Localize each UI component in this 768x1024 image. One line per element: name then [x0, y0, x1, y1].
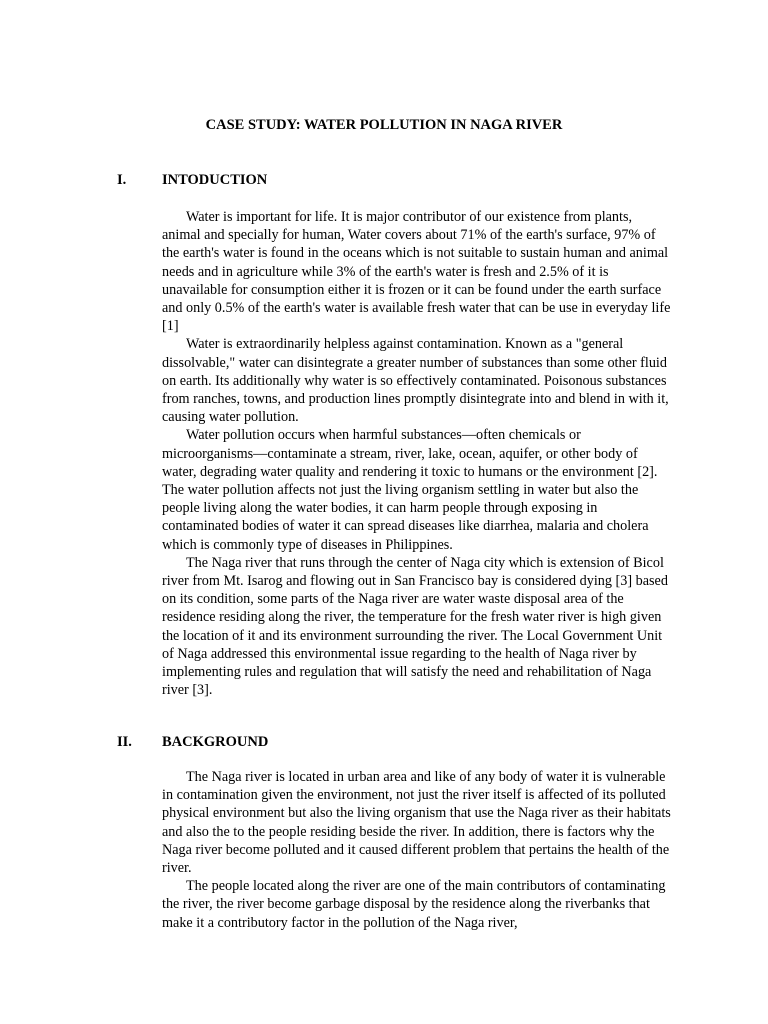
document-title: CASE STUDY: WATER POLLUTION IN NAGA RIVER — [205, 117, 563, 133]
section-title: INTODUCTION — [162, 172, 268, 188]
section-heading-introduction — [117, 171, 267, 189]
section-body-introduction — [162, 208, 674, 699]
section-number: II. — [117, 734, 132, 750]
paragraph: Water is important for life. It is major contributor of our existence from plants, animal and specially for human, Water covers about 71% of the earth's surface, 97% of the earth's water is found in the oceans which is not suitable to sustain human and animal needs and in agriculture while 3% of the earth's water is fresh and 2.5% of it is unavailable for consumption either it is frozen or it can be found under the earth surface and only 0.5% of the earth's water is available fresh water that can be use in everyday life [1] — [162, 209, 671, 335]
section-heading-background — [117, 733, 268, 751]
section-number: I. — [117, 172, 127, 188]
section-body-background — [162, 768, 674, 932]
paragraph: The people located along the river are one of the main contributors of contaminating the river, the river become garbage disposal by the residence along the riverbanks that make it a contributory factor in the pollution of the Naga river, — [162, 878, 666, 931]
paragraph: The Naga river that runs through the center of Naga city which is extension of Bicol river from Mt. Isarog and flowing out in San Francisco bay is considered dying [3] based on its condition, some parts of the Naga river are water waste disposal area of the residence residing along the river, the temperature for the fresh water river is high given the location of it and its environment surrounding the river. The Local Government Unit of Naga addressed this environmental issue regarding to the health of Naga river by implementing rules and regulation that will satisfy the need and rehabilitation of Naga river [3]. — [162, 554, 668, 699]
section-title: BACKGROUND — [162, 734, 269, 750]
paragraph: The Naga river is located in urban area and like of any body of water it is vulnerable in contamination given the environment, not just the river itself is affected of its polluted physical environment but also the living organism that use the Naga river as their habitats and also the to the people residing beside the river. In addition, there is factors why the Naga river become polluted and it caused different problem that pertains the health of the river. — [162, 769, 671, 877]
paragraph: Water pollution occurs when harmful substances—often chemicals or microorganisms—contaminate a stream, river, lake, ocean, aquifer, or other body of water, degrading water quality and rendering it toxic to humans or the environment [2]. The water pollution affects not just the living organism settling in water but also the people living along the water bodies, it can harm people through exposing in contaminated bodies of water it can spread diseases like diarrhea, malaria and cholera which is commonly type of diseases in Philippines. — [162, 427, 658, 553]
paragraph: Water is extraordinarily helpless against contamination. Known as a "general dissolvable," water can disintegrate a greater number of substances than some other fluid on earth. Its additionally why water is so effectively contaminated. Poisonous substances from ranches, towns, and production lines promptly disintegrate into and blend in with it, causing water pollution. — [162, 336, 669, 426]
